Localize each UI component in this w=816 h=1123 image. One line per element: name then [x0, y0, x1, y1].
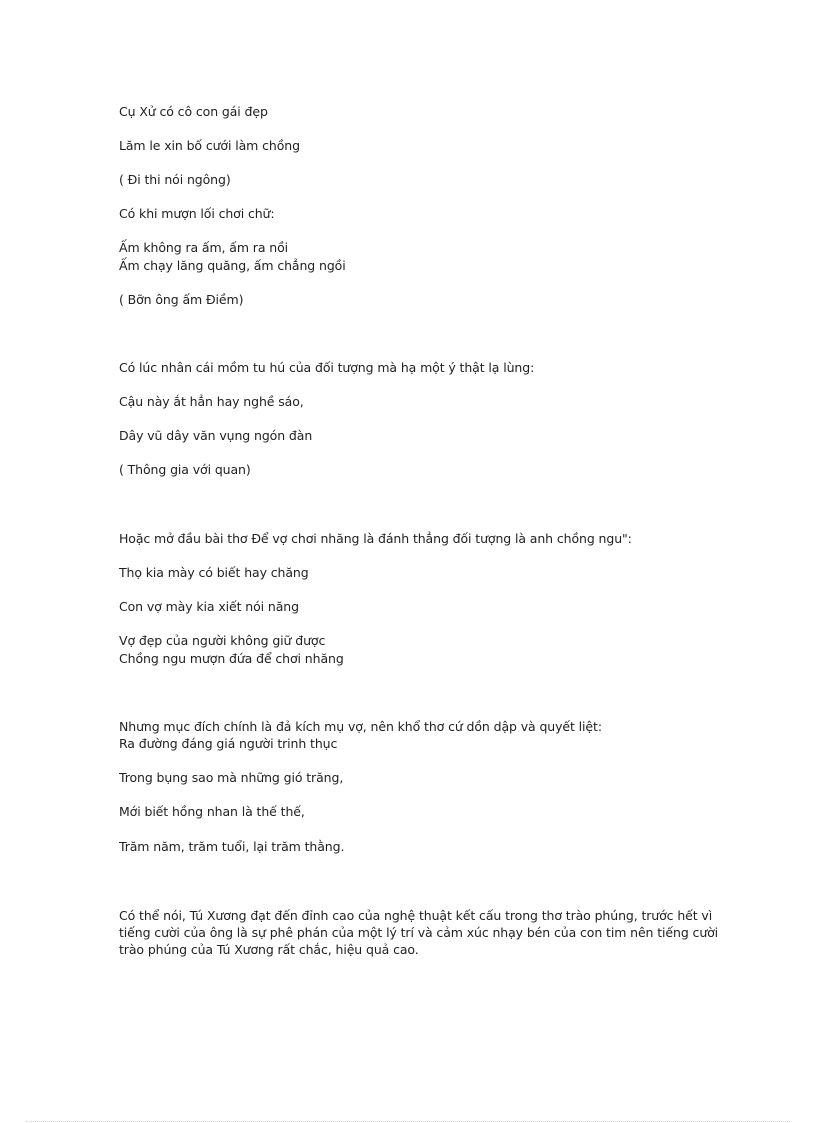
text-line: Trong bụng sao mà những gió trăng, [119, 770, 344, 785]
text-line: Con vợ mày kia xiết nói năng [119, 599, 299, 614]
text-line: ( Đi thi nói ngông) [119, 172, 231, 187]
text-line: Nhưng mục đích chính là đả kích mụ vợ, nên khổ thơ cứ dồn dập và quyết liệt: [119, 719, 602, 734]
text-line: ( Thông gia với quan) [119, 462, 251, 477]
text-line: ( Bỡn ông ấm Điềm) [119, 292, 244, 307]
text-line: Trăm năm, trăm tuổi, lại trăm thằng. [119, 839, 345, 854]
text-line: Lăm le xin bố cưới làm chồng [119, 138, 300, 153]
text-line: Có lúc nhân cái mồm tu hú của đối tượng mà hạ một ý thật lạ lùng: [119, 360, 535, 375]
text-line: tiếng cười của ông là sự phê phán của một lý trí và cảm xúc nhạy bén của con tim nên tiếng cười [119, 925, 719, 940]
text-line: Ấm không ra ấm, ấm ra nồi [119, 240, 289, 255]
text-line: Cậu này ắt hẳn hay nghề sáo, [119, 394, 304, 409]
text-line: Có thể nói, Tú Xương đạt đến đỉnh cao của nghệ thuật kết cấu trong thơ trào phúng, trước hết vì [119, 908, 713, 923]
text-line: Hoặc mở đầu bài thơ Để vợ chơi nhăng là đánh thẳng đối tượng là anh chồng ngu": [119, 531, 632, 546]
text-line: trào phúng của Tú Xương rất chắc, hiệu quả cao. [119, 942, 419, 957]
text-line: Mới biết hồng nhan là thế thế, [119, 804, 305, 819]
text-line: Cụ Xử có cô con gái đẹp [119, 104, 268, 119]
text-line: Thọ kia mày có biết hay chăng [119, 565, 309, 580]
text-line: Dây vũ dây văn vụng ngón đàn [119, 428, 313, 443]
text-line: Ra đường đáng giá người trinh thục [119, 736, 338, 751]
text-line: Có khi mượn lối chơi chữ: [119, 206, 275, 221]
text-line: Vợ đẹp của người không giữ được [119, 633, 326, 648]
text-line: Ấm chạy lăng quăng, ấm chẳng ngồi [119, 258, 346, 273]
text-line: Chồng ngu mượn đứa để chơi nhăng [119, 651, 344, 666]
page-bottom-divider [26, 1121, 790, 1122]
